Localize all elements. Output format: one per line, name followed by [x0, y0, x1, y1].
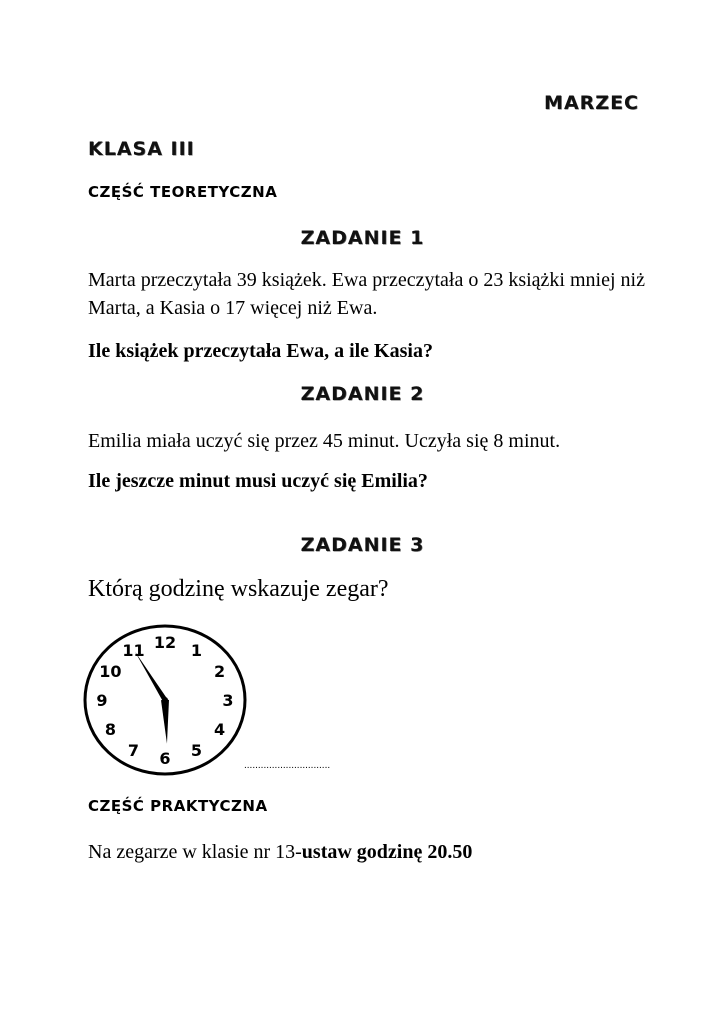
clock-number-11: 11 [122, 640, 145, 660]
practice-section-heading: CZĘŚĆ PRAKTYCZNA [88, 797, 268, 815]
task-2-question: Ile jeszcze minut musi uczyć się Emilia? [88, 470, 428, 492]
clock-number-12: 12 [153, 633, 177, 652]
task-2-text: Emilia miała uczyć się przez 45 minut. Uczyła się 8 minut. [88, 430, 561, 452]
clock-hour-hand [161, 700, 169, 744]
theory-section-heading: CZĘŚĆ TEORETYCZNA [88, 183, 278, 201]
clock-center [162, 697, 168, 703]
class-heading: KLASA III [88, 138, 195, 160]
clock-number-5: 5 [190, 741, 203, 761]
task-1-text: Marta przeczytała 39 książek. Ewa przeczytała o 23 książki mniej niż Marta, a Kasia o 17 więcej niż Ewa. [88, 269, 645, 319]
month-heading: MARZEC [544, 92, 639, 114]
clock-face [80, 620, 250, 780]
clock-number-8: 8 [104, 720, 117, 739]
answer-line: ............................... [244, 760, 331, 771]
task-3-title: ZADANIE 3 [300, 534, 425, 556]
task-1-question: Ile książek przeczytała Ewa, a ile Kasia? [88, 340, 433, 362]
practice-instruction [88, 838, 472, 866]
task-2-title: ZADANIE 2 [300, 383, 425, 405]
task-1-title: ZADANIE 1 [300, 227, 425, 249]
clock-number-10: 10 [99, 662, 122, 681]
clock-number-1: 1 [190, 640, 203, 660]
clock-number-9: 9 [96, 691, 108, 710]
clock-number-7: 7 [127, 741, 140, 761]
practice-instruction-prefix: Na zegarze w klasie nr 13- [88, 841, 302, 863]
clock-number-4: 4 [213, 720, 226, 739]
clock-number-6: 6 [159, 749, 171, 768]
clock-number-2: 2 [213, 662, 226, 681]
task-3-question: Którą godzinę wskazuje zegar? [88, 576, 389, 602]
practice-instruction-bold: ustaw godzinę 20.50 [301, 841, 473, 863]
clock-minute-hand [135, 652, 167, 702]
clock-number-3: 3 [222, 691, 234, 710]
